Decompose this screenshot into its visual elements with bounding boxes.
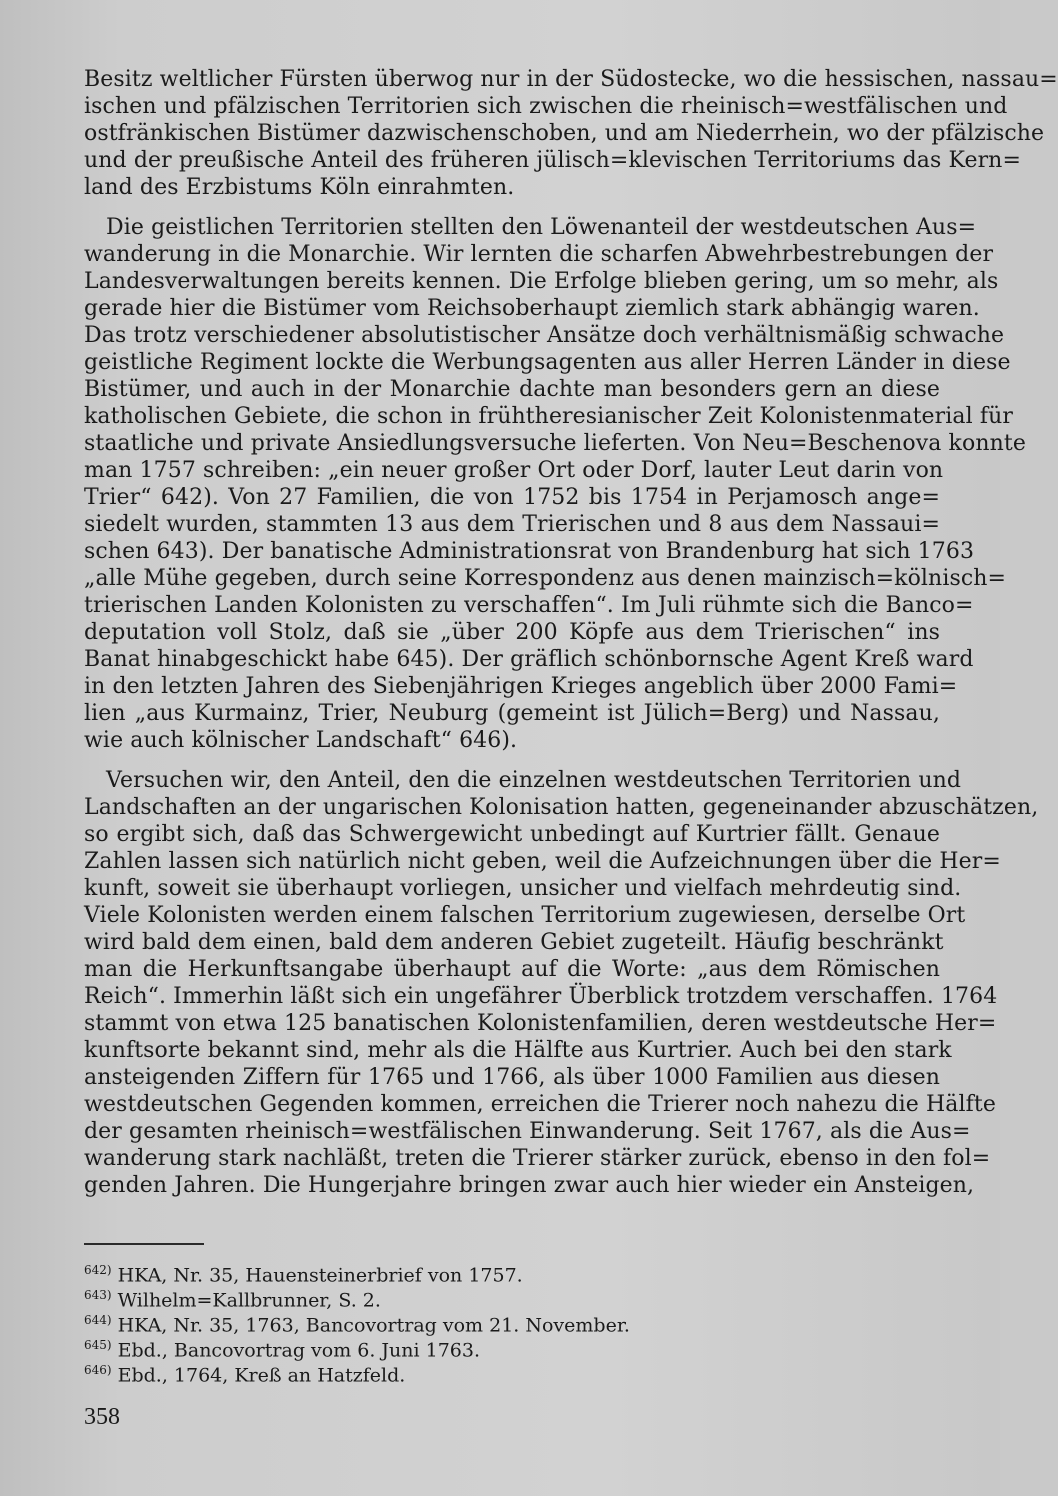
page-number: 358: [84, 1404, 120, 1430]
footnote: [84, 1308, 784, 1337]
text-line: Bistümer, und auch in der Monarchie dachte man besonders gern an diese: [84, 377, 940, 402]
text-line: und der preußische Anteil des früheren jülisch=klevischen Territoriums das Kern=: [84, 148, 1021, 173]
main-text: [84, 66, 1058, 1199]
footnote-text: Ebd., Bancovortrag vom 6. Juni 1763.: [117, 1339, 481, 1362]
footnote-text: HKA, Nr. 35, Hauensteinerbrief von 1757.: [117, 1264, 523, 1287]
text-line: „alle Mühe gegeben, durch seine Korrespondenz aus denen mainzisch=kölnisch=: [84, 566, 1007, 591]
footnote-text: HKA, Nr. 35, 1763, Bancovortrag vom 21. November.: [117, 1314, 630, 1337]
text-line: Viele Kolonisten werden einem falschen Territorium zugewiesen, derselbe Ort: [84, 903, 966, 928]
footnote-number: 645): [84, 1338, 112, 1352]
text-line: man die Herkunftsangabe überhaupt auf die Worte: „aus dem Römischen: [84, 957, 940, 982]
text-line: wie auch kölnischer Landschaft“ 646).: [84, 728, 518, 753]
footnote: [84, 1333, 784, 1362]
text-line: Zahlen lassen sich natürlich nicht geben, weil die Aufzeichnungen über die Her=: [84, 849, 1001, 874]
text-line: wird bald dem einen, bald dem anderen Gebiet zugeteilt. Häufig beschränkt: [84, 930, 944, 955]
text-line: der gesamten rheinisch=westfälischen Einwanderung. Seit 1767, als die Aus=: [84, 1119, 971, 1144]
text-line: so ergibt sich, daß das Schwergewicht unbedingt auf Kurtrier fällt. Genaue: [84, 822, 940, 847]
text-line: katholischen Gebiete, die schon in frühtheresianischer Zeit Kolonistenmaterial für: [84, 404, 1013, 429]
footnote-divider: [84, 1243, 204, 1245]
footnote-number: 643): [84, 1288, 112, 1302]
text-line: man 1757 schreiben: „ein neuer großer Ort oder Dorf, lauter Leut darin von: [84, 458, 944, 483]
text-line: Reich“. Immerhin läßt sich ein ungefährer Überblick trotzdem verschaffen. 1764: [84, 984, 998, 1009]
text-line: ischen und pfälzischen Territorien sich zwischen die rheinisch=westfälischen und: [84, 94, 1008, 119]
text-line: Besitz weltlicher Fürsten überwog nur in der Südostecke, wo die hessischen, nassau=: [84, 67, 1058, 92]
text-line: ostfränkischen Bistümer dazwischenschoben, und am Niederrhein, wo der pfälzische: [84, 121, 1045, 146]
footnote-text: Wilhelm=Kallbrunner, S. 2.: [117, 1289, 381, 1312]
text-line: Das trotz verschiedener absolutistischer Ansätze doch verhältnismäßig schwache: [84, 323, 1005, 348]
text-line: Banat hinabgeschickt habe 645). Der gräflich schönbornsche Agent Kreß ward: [84, 647, 974, 672]
paragraph: [84, 66, 1058, 201]
text-line: Die geistlichen Territorien stellten den Löwenanteil der westdeutschen Aus=: [106, 215, 977, 240]
footnote: [84, 1358, 784, 1387]
text-line: wanderung stark nachläßt, treten die Trierer stärker zurück, ebenso in den fol=: [84, 1146, 991, 1171]
footnote-number: 644): [84, 1313, 112, 1327]
text-line: land des Erzbistums Köln einrahmten.: [84, 175, 515, 200]
text-line: kunft, soweit sie überhaupt vorliegen, unsicher und vielfach mehrdeutig sind.: [84, 876, 962, 901]
paragraph: [84, 767, 1039, 1199]
text-line: deputation voll Stolz, daß sie „über 200 Köpfe aus dem Trierischen“ ins: [84, 620, 940, 645]
text-line: westdeutschen Gegenden kommen, erreichen die Trierer noch nahezu die Hälfte: [84, 1092, 996, 1117]
text-line: genden Jahren. Die Hungerjahre bringen zwar auch hier wieder ein Ansteigen,: [84, 1173, 975, 1198]
text-line: Landschaften an der ungarischen Kolonisation hatten, gegeneinander abzuschätzen,: [84, 795, 1039, 820]
footnote: [84, 1283, 784, 1312]
footnotes: [84, 1258, 784, 1387]
text-line: lien „aus Kurmainz, Trier, Neuburg (gemeint ist Jülich=Berg) und Nassau,: [84, 701, 940, 726]
text-line: kunftsorte bekannt sind, mehr als die Hälfte aus Kurtrier. Auch bei den stark: [84, 1038, 952, 1063]
text-line: Versuchen wir, den Anteil, den die einzelnen westdeutschen Territorien und: [106, 768, 962, 793]
text-line: trierischen Landen Kolonisten zu verschaffen“. Im Juli rühmte sich die Banco=: [84, 593, 974, 618]
text-line: geistliche Regiment lockte die Werbungsagenten aus aller Herren Länder in diese: [84, 350, 1011, 375]
text-line: stammt von etwa 125 banatischen Kolonistenfamilien, deren westdeutsche Her=: [84, 1011, 997, 1036]
text-line: wanderung in die Monarchie. Wir lernten die scharfen Abwehrbestrebungen der: [84, 242, 994, 267]
footnote-number: 646): [84, 1363, 112, 1377]
footnote-text: Ebd., 1764, Kreß an Hatzfeld.: [117, 1364, 406, 1387]
text-line: in den letzten Jahren des Siebenjährigen Krieges angeblich über 2000 Fami=: [84, 674, 958, 699]
text-line: ansteigenden Ziffern für 1765 und 1766, als über 1000 Familien aus diesen: [84, 1065, 940, 1090]
paragraph: [84, 214, 1026, 754]
text-line: gerade hier die Bistümer vom Reichsoberhaupt ziemlich stark abhängig waren.: [84, 296, 980, 321]
footnote: [84, 1258, 784, 1287]
text-line: Landesverwaltungen bereits kennen. Die Erfolge blieben gering, um so mehr, als: [84, 269, 999, 294]
text-line: siedelt wurden, stammten 13 aus dem Trierischen und 8 aus dem Nassaui=: [84, 512, 940, 537]
text-line: Trier“ 642). Von 27 Familien, die von 1752 bis 1754 in Perjamosch ange=: [84, 485, 940, 510]
footnote-number: 642): [84, 1263, 112, 1277]
text-line: schen 643). Der banatische Administrationsrat von Brandenburg hat sich 1763: [84, 539, 975, 564]
text-line: staatliche und private Ansiedlungsversuche lieferten. Von Neu=Beschenova konnte: [84, 431, 1026, 456]
